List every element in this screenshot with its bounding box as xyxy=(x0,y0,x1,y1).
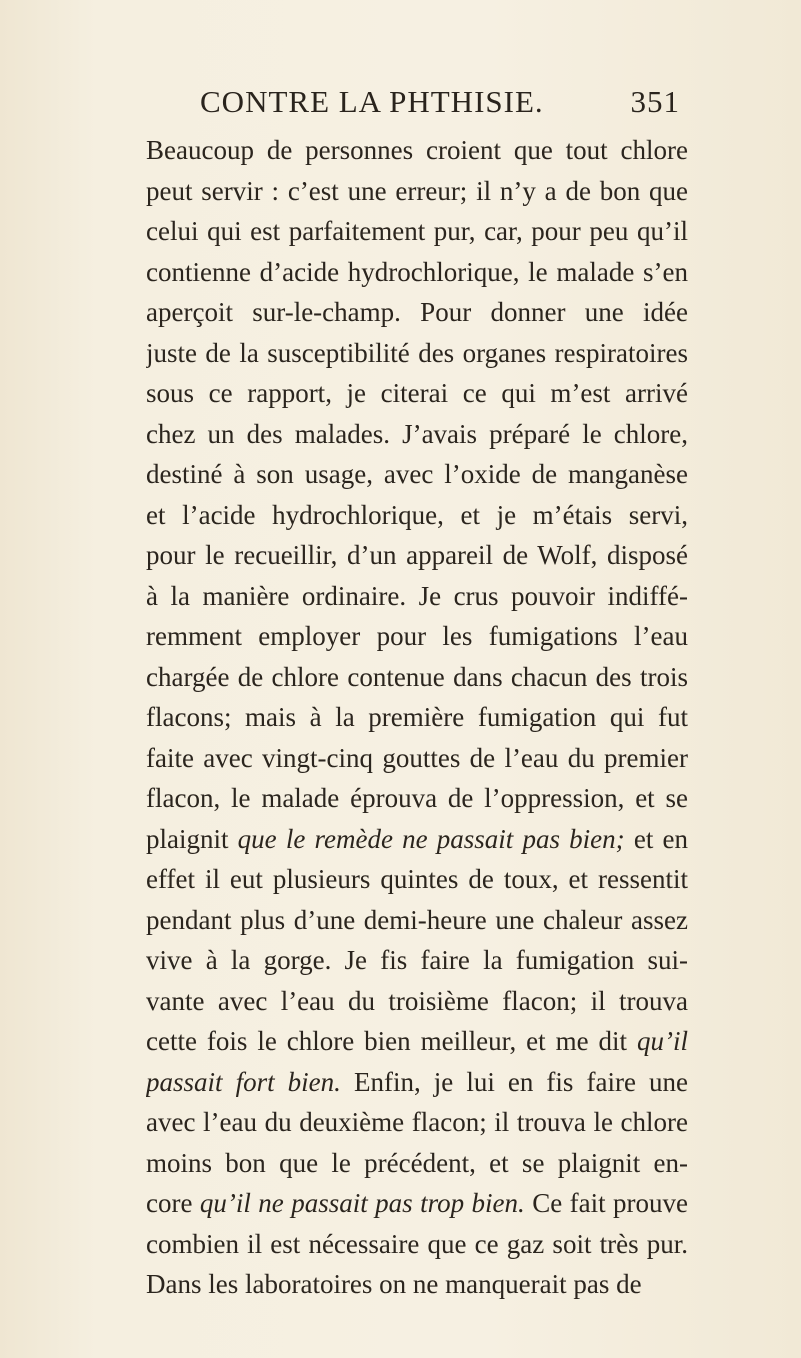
italic-quote: passait fort bien. xyxy=(146,1066,341,1097)
text-line xyxy=(146,778,688,819)
text-run: et en xyxy=(624,823,688,854)
text-line xyxy=(146,859,688,900)
text-run: et l’acide hydrochlorique, et je m’étais servi, xyxy=(146,499,688,530)
running-head xyxy=(200,84,680,124)
text-line xyxy=(146,171,688,212)
text-run: pour le recueillir, d’un appareil de Wolf, disposé xyxy=(146,540,688,570)
text-run: moins bon que le précédent, et se plaignit en- xyxy=(146,1147,688,1178)
text-run: pendant plus d’une demi-heure une chaleur assez xyxy=(146,904,688,935)
text-run: Beaucoup de personnes croient que tout chlore xyxy=(146,135,688,165)
text-line xyxy=(146,1102,688,1143)
text-run: faite avec vingt-cinq gouttes de l’eau du premier xyxy=(146,742,688,773)
text-line xyxy=(146,940,688,981)
text-line xyxy=(146,130,688,171)
page-number: 351 xyxy=(630,84,680,119)
text-run: juste de la susceptibilité des organes respiratoires xyxy=(146,337,688,368)
text-run: celui qui est parfaitement pur, car, pour peu qu’il xyxy=(146,216,688,246)
text-run: aperçoit sur-le-champ. Pour donner une idée xyxy=(146,297,688,327)
text-line xyxy=(146,697,688,738)
text-line xyxy=(146,373,688,414)
text-run: combien il est nécessaire que ce gaz soit très pur. xyxy=(146,1228,688,1259)
text-line xyxy=(146,414,688,455)
text-line xyxy=(146,616,688,657)
text-run: chez un des malades. J’avais préparé le chlore, xyxy=(146,418,688,449)
text-run: vive à la gorge. Je fis faire la fumigation sui- xyxy=(146,945,688,975)
text-line xyxy=(146,1062,688,1103)
italic-quote: qu’il xyxy=(637,1026,688,1056)
italic-quote: qu’il ne passait pas trop bien. xyxy=(199,1188,525,1218)
text-run: flacon, le malade éprouva de l’oppression, et se xyxy=(146,783,688,813)
text-line xyxy=(146,819,688,860)
text-line xyxy=(146,738,688,779)
text-line xyxy=(146,333,688,374)
text-run: sous ce rapport, je citerai ce qui m’est arrivé xyxy=(146,378,688,408)
text-run: destiné à son usage, avec l’oxide de manganèse xyxy=(146,459,688,489)
text-line xyxy=(146,292,688,333)
text-run: Enfin, je lui en fis faire une xyxy=(340,1066,688,1097)
text-line xyxy=(146,900,688,941)
text-line xyxy=(146,1224,688,1265)
text-line xyxy=(146,1183,688,1224)
text-line xyxy=(146,576,688,617)
italic-quote: que le remède ne passait pas bien; xyxy=(237,823,625,854)
text-run: Ce fait prouve xyxy=(524,1188,688,1218)
text-run: effet il eut plusieurs quintes de toux, et ressentit xyxy=(146,864,688,894)
text-run: Dans les laboratoires on ne manquerait pas de xyxy=(146,1269,642,1299)
text-run: vante avec l’eau du troisième flacon; il trouva xyxy=(146,985,688,1016)
text-line xyxy=(146,211,688,252)
text-run: cette fois le chlore bien meilleur, et me dit xyxy=(146,1026,637,1056)
text-line xyxy=(146,1143,688,1184)
text-line xyxy=(146,1264,688,1305)
running-head-title: CONTRE LA PHTHISIE. xyxy=(200,84,544,119)
text-run: flacons; mais à la première fumigation qui fut xyxy=(146,702,688,732)
text-run: contienne d’acide hydrochlorique, le malade s’en xyxy=(146,256,688,287)
text-run: à la manière ordinaire. Je crus pouvoir indiffé- xyxy=(146,580,688,611)
text-run: chargée de chlore contenue dans chacun des trois xyxy=(146,661,688,692)
text-run: core xyxy=(146,1188,200,1218)
text-line xyxy=(146,252,688,293)
text-line xyxy=(146,981,688,1022)
text-run: remment employer pour les fumigations l’eau xyxy=(146,621,688,651)
text-run: plaignit xyxy=(146,823,238,854)
text-line xyxy=(146,454,688,495)
text-line xyxy=(146,535,688,576)
text-run: avec l’eau du deuxième flacon; il trouva le chlore xyxy=(146,1107,688,1137)
text-line xyxy=(146,1021,688,1062)
body-paragraph xyxy=(146,130,688,1305)
text-run: peut servir : c’est une erreur; il n’y a de bon que xyxy=(146,175,688,206)
text-line xyxy=(146,495,688,536)
text-line xyxy=(146,657,688,698)
